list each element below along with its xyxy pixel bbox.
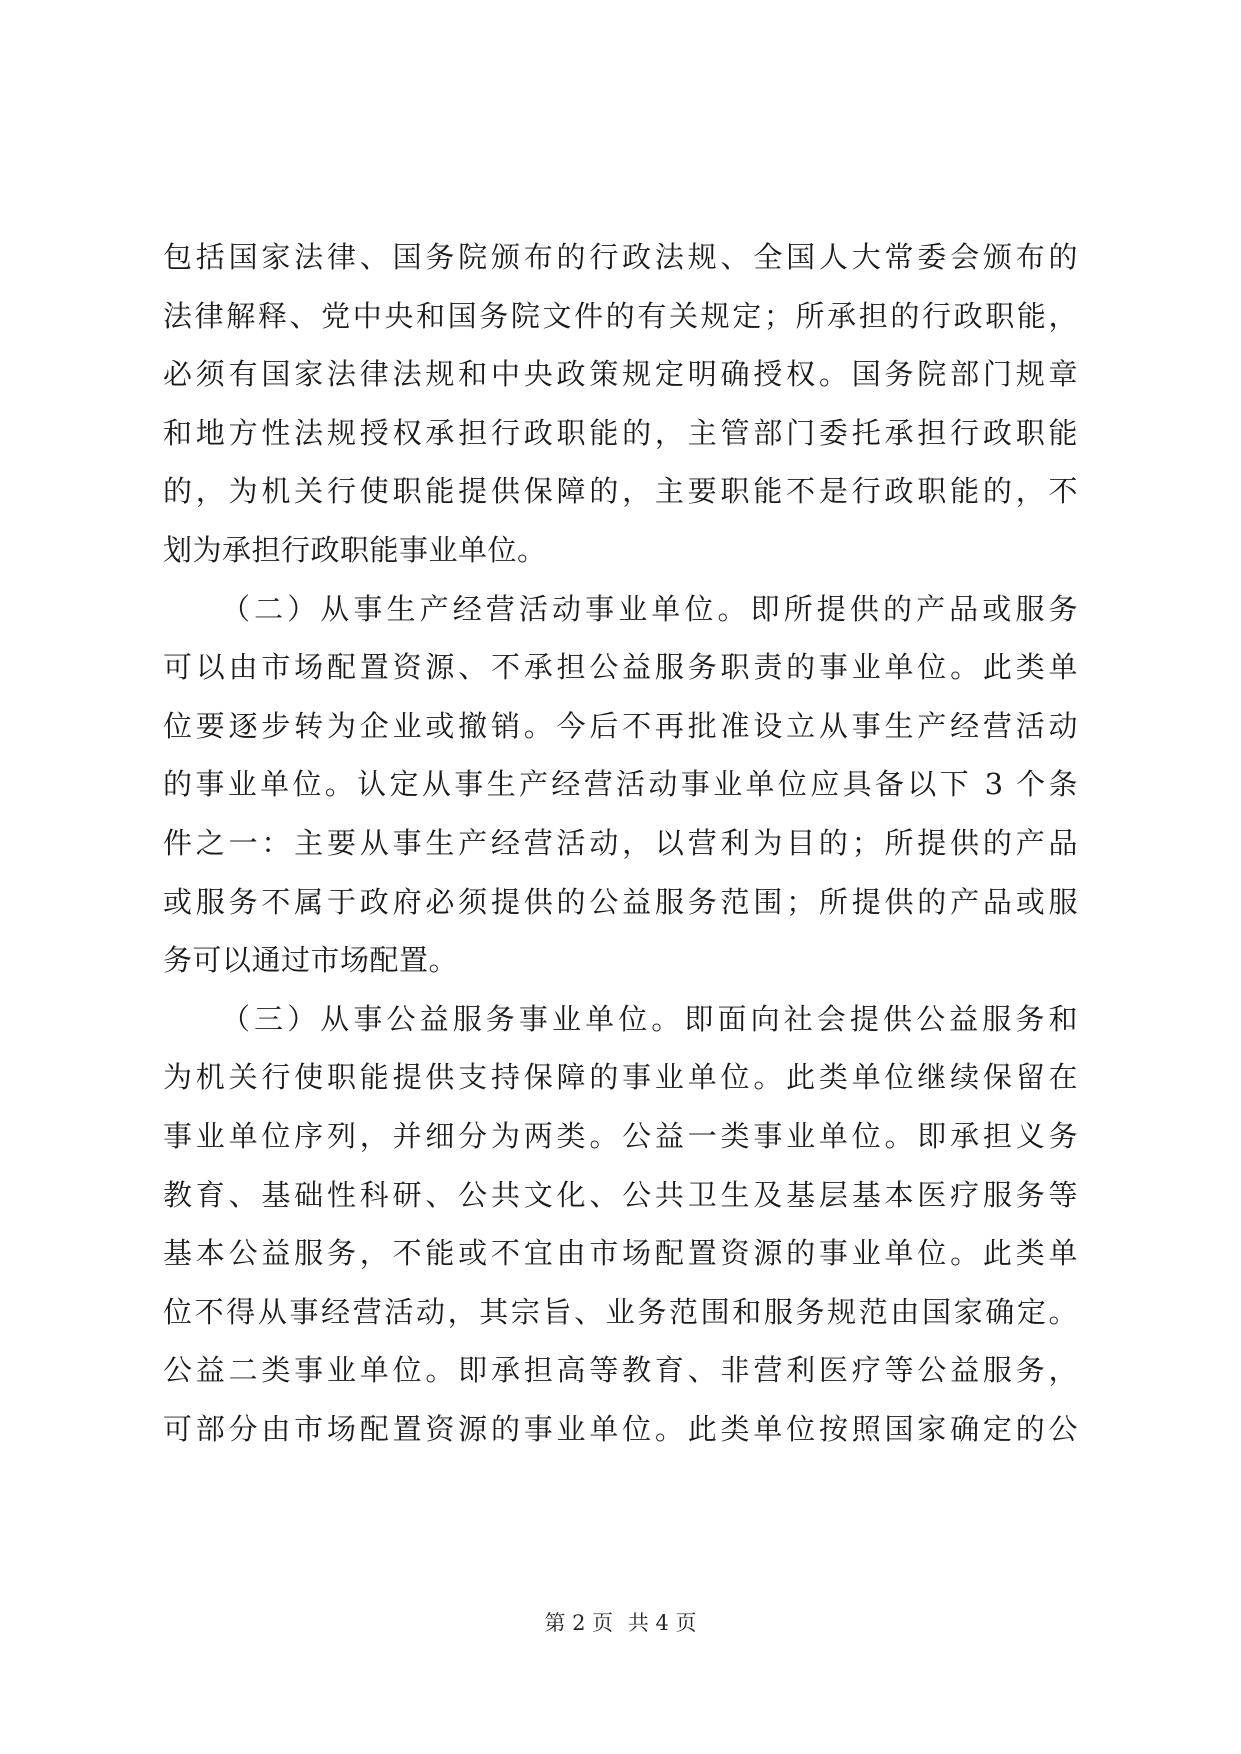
text-line: 件之一：主要从事生产经营活动，以营利为目的；所提供的产品 [163,825,1078,860]
paragraph-1 [163,228,1078,580]
paragraph-3 [163,990,1078,1459]
text-line: 可部分由市场配置资源的事业单位。此类单位按照国家确定的公 [163,1411,1078,1446]
text-line: 的事业单位。认定从事生产经营活动事业单位应具备以下 3 个条 [163,767,1078,802]
text-line: 的，为机关行使职能提供保障的，主要职能不是行政职能的，不 [163,474,1078,509]
body-text [163,228,1078,1458]
page-total: 共 4 页 [627,1611,697,1635]
text-line: 基本公益服务，不能或不宜由市场配置资源的事业单位。此类单 [163,1236,1078,1271]
paragraph-2 [163,580,1078,990]
text-line: 务可以通过市场配置。 [163,943,459,978]
page-footer [0,1607,1241,1637]
text-line: 为机关行使职能提供支持保障的事业单位。此类单位继续保留在 [163,1060,1078,1095]
text-line: 必须有国家法律法规和中央政策规定明确授权。国务院部门规章 [163,357,1078,392]
text-line: 包括国家法律、国务院颁布的行政法规、全国人大常委会颁布的 [163,240,1078,274]
text-line: 划为承担行政职能事业单位。 [163,532,547,567]
text-line: 可以由市场配置资源、不承担公益服务职责的事业单位。此类单 [163,650,1078,685]
text-line: 位不得从事经营活动，其宗旨、业务范围和服务规范由国家确定。 [163,1294,1078,1329]
text-line: 教育、基础性科研、公共文化、公共卫生及基层基本医疗服务等 [163,1177,1078,1212]
text-line: 事业单位序列，并细分为两类。公益一类事业单位。即承担义务 [163,1118,1078,1153]
page-number: 第 2 页 [544,1611,614,1635]
text-line: （三）从事公益服务事业单位。即面向社会提供公益服务和 [221,1001,1078,1036]
text-line: 和地方性法规授权承担行政职能的，主管部门委托承担行政职能 [163,415,1078,450]
text-line: 或服务不属于政府必须提供的公益服务范围；所提供的产品或服 [163,884,1078,919]
text-line: 位要逐步转为企业或撤销。今后不再批准设立从事生产经营活动 [163,708,1078,743]
text-line: （二）从事生产经营活动事业单位。即所提供的产品或服务 [221,591,1078,626]
text-line: 公益二类事业单位。即承担高等教育、非营利医疗等公益服务， [163,1353,1078,1388]
text-line: 法律解释、党中央和国务院文件的有关规定；所承担的行政职能， [163,298,1078,333]
